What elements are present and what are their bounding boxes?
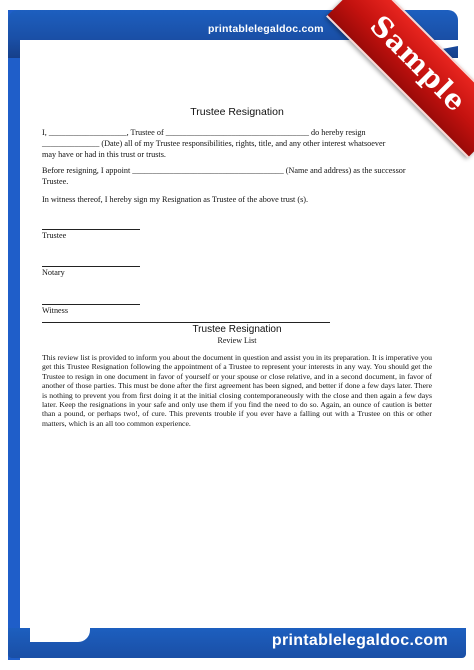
footer-notch-shape: [30, 628, 90, 642]
appointment-line-1: Before resigning, I appoint _____________________________________ (Name and address) as the successor: [42, 166, 406, 175]
resignation-line-3: may have or had in this trust or trusts.: [42, 150, 166, 159]
review-paragraph: This review list is provided to inform you about the document in question and assist you in its preparation. It is imperative you get this Trustee Resignation following the appointment of a Trustee to represent your interests in any way. You should get the Trustee to resign in one document in favor of yourself or your spouse or close relative, and in a second document, in favor of another of those parties. This must be done after the first agreement has been signed, and better if done a few days later. There is nothing to prevent you from first doing it at the initial closing contemporaneously with the close and then again a few days later. Keep the resignations in your safe and only use them if you find the need to do so. Again, an ounce of caution is better than a pound, or perhaps two!, of cure. This prevents trouble if you ever have a falling out with a Trustee on this or other matters, which is an all too common experience.: [42, 353, 432, 428]
appointment-line-2: Trustee.: [42, 177, 69, 186]
witness-signature-line: [42, 304, 140, 305]
notary-signature-line: [42, 266, 140, 267]
document-title: Trustee Resignation: [190, 106, 284, 118]
review-title: Trustee Resignation: [192, 324, 282, 335]
resignation-line-2: ______________ (Date) all of my Trustee responsibilities, rights, title, and any other interest whatsoever: [42, 139, 386, 148]
sample-watermark-text: Sample: [363, 8, 474, 119]
review-subtitle: Review List: [217, 336, 257, 345]
resignation-line-1: I, ___________________, Trustee of ___________________________________ do hereby resign: [42, 128, 366, 137]
trustee-signature-line: [42, 229, 140, 230]
footer-site-url[interactable]: printablelegaldoc.com: [271, 632, 448, 649]
trustee-signature-label: Trustee: [42, 231, 67, 240]
section-divider: [42, 322, 330, 323]
header-site-url[interactable]: printablelegaldoc.com: [208, 23, 324, 35]
notary-signature-label: Notary: [42, 268, 65, 277]
witness-signature-label: Witness: [42, 306, 69, 315]
witness-statement: In witness thereof, I hereby sign my Resignation as Trustee of the above trust (s).: [42, 195, 309, 204]
